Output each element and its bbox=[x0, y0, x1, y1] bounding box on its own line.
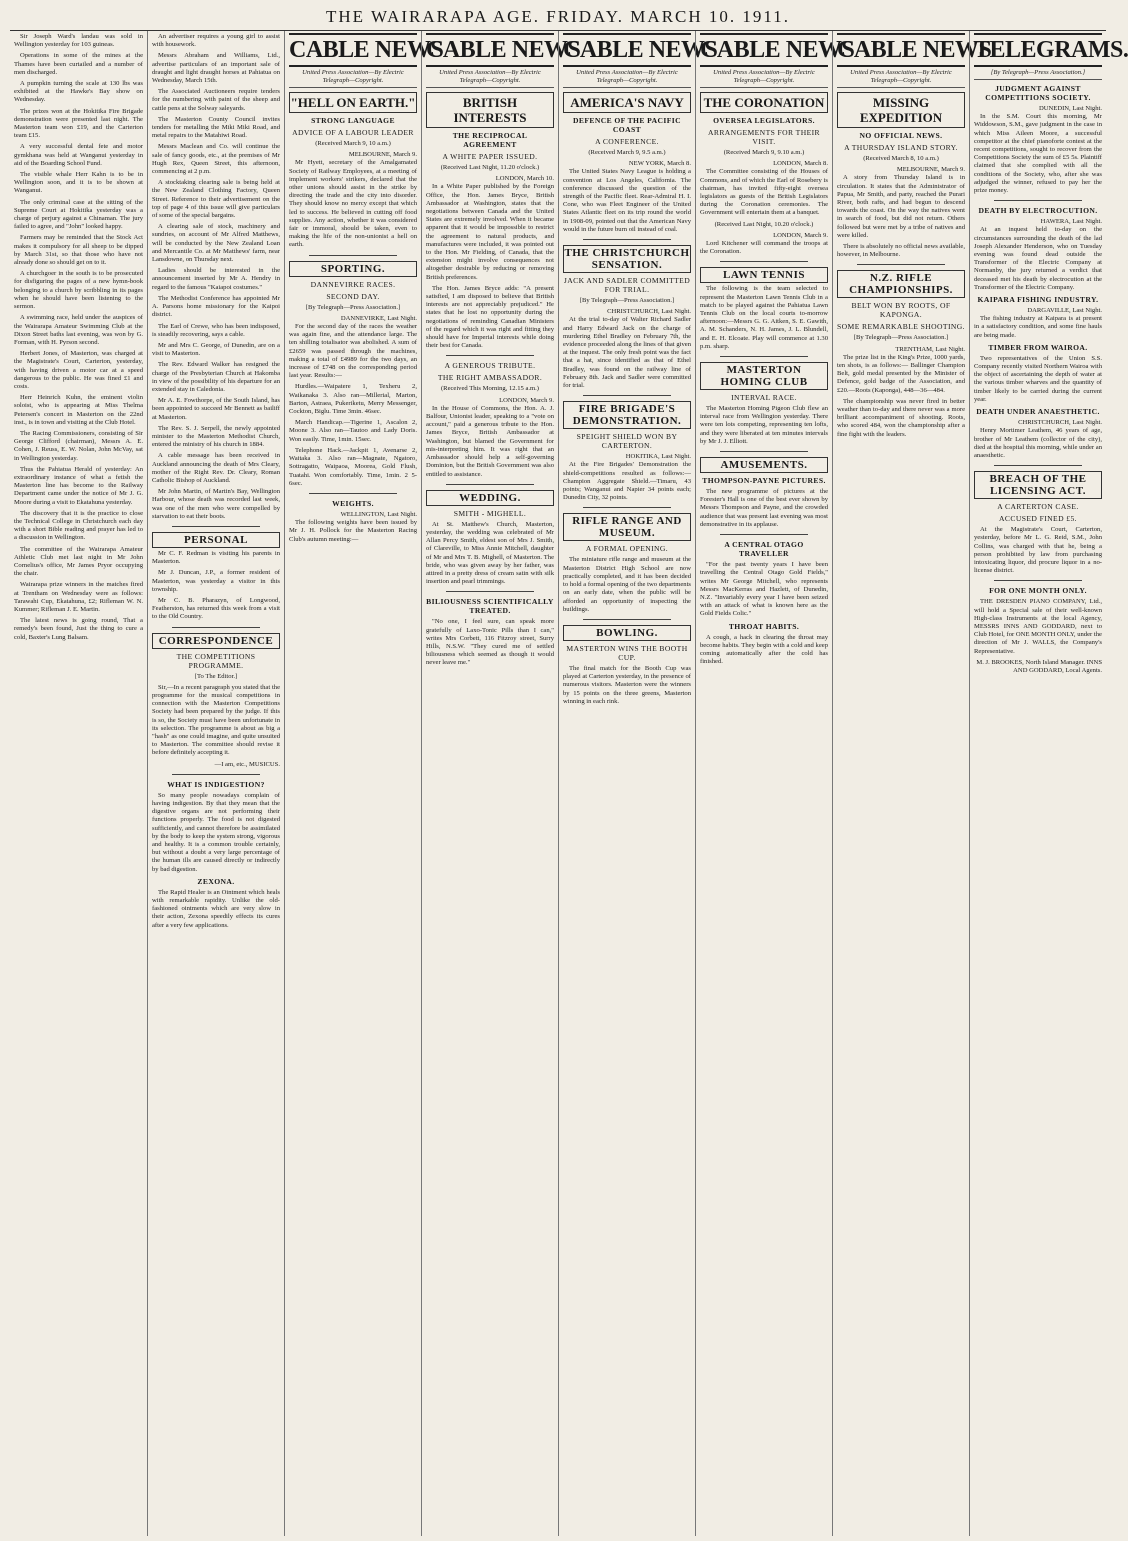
news-paragraph: Wairarapa prize winners in the matches fired at Trentham on Wednesday were as follows: Tarawahi Cup, Ekatahuna, £2; Rifleman W. N. Kummer; Rifleman J. E. Martin. bbox=[14, 581, 143, 613]
divider bbox=[994, 200, 1082, 201]
dateline: LONDON, March 10. bbox=[495, 175, 554, 183]
received-line: (Received March 9, 9.10 a.m.) bbox=[723, 149, 805, 156]
headline-biliousness: BILIOUSNESS SCIENTIFICALLY TREATED. bbox=[426, 597, 554, 616]
article-body: At the trial to-day of Walter Richard Sadler and Harry Edward Jack on the charge of murdering Ethel Bradley on February 7th, the evidence proceeded along the lines of that given at the inquest. The only fresh point was the fact that a hat, since identified as that of Ethel Bradley, was found on the railway line of February 8th. Jack and Sadler were committed for trial. bbox=[563, 316, 691, 390]
article-body: The prize list in the King's Prize, 1000 yards, ten shots, is as follows:— Ballinger Champion Belt, gold medal presented by the Minister of Defence, gold badge of the Association, and £20.—Roots (Kaponga), 448—36—484. bbox=[837, 353, 965, 394]
article-body: Two representatives of the Union S.S. Company recently visited Northern Wairoa with the object of ascertaining the depth of water at the various timber wharves and the quantity of timber likely to be carried during the current year. bbox=[974, 354, 1102, 403]
credit-line: United Press Association—By Electric Telegraph—Copyright. bbox=[837, 69, 965, 88]
news-paragraph: Farmers may be reminded that the Stock Act makes it compulsory for all sheep to be dipped by March 31st, so that those who have not already done so should get on to it. bbox=[14, 234, 143, 267]
columns bbox=[10, 31, 1128, 1536]
article-body: The Hon. James Bryce adds: "A present satisfied, I am disposed to believe that British interests are not appreciably prejudiced." He states that he lost no opportunity during the negotiations of reminding Canadian Ministers of the regard which it was right and fitting they should have for Imperial interests while doing their best for Canada. bbox=[426, 284, 554, 350]
headline: A CENTRAL OTAGO TRAVELLER bbox=[724, 540, 804, 559]
news-paragraph: A stocktaking clearing sale is being held at the New Zealand Clothing Factory, Queen Street. Reference to their advertisement on the top of page 4 of this issue will give particulars of some of the special bargains. bbox=[152, 179, 280, 220]
news-paragraph: Herbert Jones, of Masterton, was charged at the Magistrate's Court, Carterton, yesterday, with having driven a motor car at a speed dangerous to the public. He was fined £1 and costs. bbox=[14, 350, 143, 390]
credit-line: United Press Association—By Electric Telegraph—Copyright. bbox=[700, 69, 828, 88]
news-paragraph: Operations in some of the mines at the Thames have been curtailed and a number of men discharged. bbox=[14, 52, 143, 76]
headline-sporting: SPORTING. bbox=[289, 261, 417, 277]
article-body: The Committee consisting of the Houses of Commons, and of which the Earl of Rosebery is chairman, has invited fifty-eight oversea legislators as guests of the British Legislators during the Coronation ceremonies. The Government will entertain them at a banquet. bbox=[700, 168, 828, 217]
divider bbox=[309, 493, 397, 494]
news-paragraph: Mr C. B. Pharazyn, of Longwood, Featherston, has returned this week from a visit to the Old Country. bbox=[152, 596, 280, 621]
subhead: A WHITE PAPER ISSUED. bbox=[442, 152, 538, 161]
headline: DEATH BY ELECTROCUTION. bbox=[978, 206, 1098, 216]
divider bbox=[309, 255, 397, 256]
article-body: At an inquest held to-day on the circumstances surrounding the death of the lad Joseph Alexander Henderson, who on Tuesday evening was found dead outside the Transformer of the Electric Company at Normanby, the jury returned a verdict that deceased met his death by electrocution at the Transformer of the Electric Company. bbox=[974, 226, 1102, 291]
news-paragraph: Mr C. F. Redman is visiting his parents in Masterton. bbox=[152, 549, 280, 566]
section-banner: TELEGRAMS. bbox=[974, 33, 1102, 67]
divider bbox=[172, 627, 260, 628]
headline-bowling: BOWLING. bbox=[563, 625, 691, 641]
article-body: The Rapid Healer is an Ointment which heals with remarkable rapidity. Unlike the old-fashioned ointments which are very slow in their action, Zexona speedily effects its cures after a very few applications. bbox=[152, 888, 280, 929]
article-body: The championship was never fired in better weather than to-day and there never was a more brilliant accompaniment of shooting. Roots, who scored 484, won the championship after a fine fight with the leaders. bbox=[837, 397, 965, 438]
subhead: DEFENCE OF THE PACIFIC COAST bbox=[572, 116, 682, 134]
article-body: Henry Mortimer Leathem, 46 years of age, brother of Mr Leathem (collector of the city), died at the hospital this morning, while under an anaesthetic. bbox=[974, 427, 1102, 459]
letter-body: Sir,—In a recent paragraph you stated that the programme for the musical competitions in connection with the Masterton Competitions Society had been prepared by the judge. If this is so, the Society must have been unfortunate in its selection. The programme is about as big a "hash" as one could imagine, and quite unsuited to Masterton. The committee should revise it before definitely accepting it. bbox=[152, 683, 280, 757]
byline: [By Telegraph—Press Association.] bbox=[579, 297, 675, 305]
masthead: THE WAIRARAPA AGE. FRIDAY. MARCH 10. 1911. bbox=[10, 4, 1106, 31]
article-body: Mr Hyett, secretary of the Amalgamated Society of Railway Employees, at a meeting of implement workers' strikers, declared that the other unions should assist in the strike by directing the trade and the city into disorder. They should know no mercy except that which led to success. He believed in cutting off food supplies. Any action, whether it was considered fair or immoral, should be taken, even to making the life of the non-unionist a hell on earth. bbox=[289, 159, 417, 249]
article-body: "For the past twenty years I have been travelling the Central Otago Gold Fields," writes Mr George Mitchell, who represents Messrs MacKerras and Hazlett, of Dunedin, N.Z. "Invariably every year I have been seized with an attack of what is known here as the Gold Fields Colic." bbox=[700, 561, 828, 618]
subhead: SPEIGHT SHIELD WON BY CARTERTON. bbox=[576, 432, 678, 451]
subhead: ADVICE OF A LABOUR LEADER bbox=[292, 128, 414, 137]
byline: [By Telegraph—Press Association.] bbox=[853, 334, 949, 342]
subhead: INTERVAL RACE. bbox=[731, 393, 797, 403]
subhead: DANNEVIRKE RACES. bbox=[310, 279, 396, 289]
headline-lawn-tennis: LAWN TENNIS bbox=[700, 267, 828, 283]
column-5 bbox=[558, 31, 718, 1536]
news-paragraph: Mr and Mrs C. George, of Dunedin, are on a visit to Masterton. bbox=[152, 341, 280, 358]
headline: FIRE BRIGADE'S DEMONSTRATION. bbox=[563, 401, 691, 429]
letter-signature: —I am, etc., MUSICUS. bbox=[214, 760, 280, 768]
column-3 bbox=[284, 31, 444, 1536]
divider bbox=[994, 465, 1082, 466]
dateline: DARGAVILLE, Last Night. bbox=[1027, 307, 1102, 315]
dateline: TRENTHAM, Last Night. bbox=[895, 345, 965, 353]
byline: [By Telegraph—Press Association.] bbox=[305, 303, 401, 311]
section-banner: CABLE NEWS bbox=[289, 33, 417, 67]
article-body: At St. Matthew's Church, Masterton, yesterday, the wedding was celebrated of Mr Allan Percy Smith, eldest son of Mrs J. Smith, of Clareville, to Miss Annie Mitchell, daughter of Mr and Mrs T. B. Mighell, of Masterton. The bride, who was given away by her father, was attired in a pretty dress of cream satin with silk insertion and pearl trimmings. bbox=[426, 520, 554, 586]
headline: THE CORONATION bbox=[700, 92, 828, 113]
news-paragraph: Ladies should be interested in the announcement inserted by Mr A. Hendry in regard to the famous "Kaiapoi costumes." bbox=[152, 267, 280, 291]
news-paragraph: A very successful dental fete and motor gymkhana was held at Wanganui yesterday in aid of the Boarding School Fund. bbox=[14, 143, 143, 167]
divider bbox=[720, 261, 808, 262]
credit-line: United Press Association—By Electric Telegraph—Copyright. bbox=[563, 69, 691, 88]
headline-advert: FOR ONE MONTH ONLY. bbox=[989, 586, 1087, 596]
section-banner: CABLE NEWS bbox=[426, 33, 554, 67]
article-body: The final match for the Booth Cup was played at Carterton yesterday, in the presence of numerous visitors. Masterton were the winners by 15 points on the three greens, Masterton winning in each rink. bbox=[563, 664, 691, 705]
article-body: For the second day of the races the weather was again fine, and the attendance large. The ten shilling totalisator was abolished. A sum of £2659 was passed through the machines, making a total of £4989 for the two days, an increase of £748 on the corresponding period last year. Results:— bbox=[289, 323, 417, 380]
news-paragraph: The Masterton County Council invites tenders for metalling the Miki Miki Road, and metal repairs to the Matahiwi Road. bbox=[152, 115, 280, 140]
column-4 bbox=[421, 31, 581, 1536]
news-paragraph: Mr J. Duncan, J.P., a former resident of Masterton, was yesterday a visitor in this township. bbox=[152, 569, 280, 593]
divider bbox=[994, 580, 1082, 581]
received-line: (Received Last Night, 11.20 o'clock.) bbox=[440, 164, 540, 171]
advert-signature: M. J. BROOKES, North Island Manager. INNS AND GODDARD, Local Agents. bbox=[976, 658, 1102, 674]
headline: TIMBER FROM WAIROA. bbox=[988, 342, 1088, 352]
news-paragraph: A swimming race, held under the auspices of the Wairarapa Amateur Swimming Club at the Dixon Street baths last evening, was won by G. Forman, with H. Pyrson second. bbox=[14, 314, 143, 346]
advert-body: THE DRESDEN PIANO COMPANY, Ltd., will hold a Special sale of their well-known High-class Instruments at the local Agency, MESSRS INNS AND GODDARD, next to Club Hotel, for ONE MONTH ONLY, under the direction of Mr J. WALLS, the Company's Representative. bbox=[974, 598, 1102, 655]
news-paragraph: The Rev. S. J. Serpell, the newly appointed minister to the Masterton Methodist Church, entered the ministry of his church in 1884. bbox=[152, 424, 280, 449]
divider bbox=[172, 774, 260, 775]
headline: BREACH OF THE LICENSING ACT. bbox=[974, 471, 1102, 499]
column-6 bbox=[695, 31, 855, 1536]
column-2 bbox=[147, 31, 284, 1536]
news-paragraph: The latest news is going round, That a remedy's been found, Just the thing to cure a cold, Baxter's Lung Balsam. bbox=[14, 617, 143, 641]
news-paragraph: A pumpkin turning the scale at 130 lbs was exhibited at the Hawke's Bay show on Wednesday. bbox=[14, 80, 143, 104]
divider bbox=[583, 507, 671, 508]
subhead: THOMPSON-PAYNE PICTURES. bbox=[702, 476, 826, 486]
headline: JUDGMENT AGAINST COMPETITIONS SOCIETY. bbox=[985, 84, 1091, 102]
headline-amusements: AMUSEMENTS. bbox=[700, 457, 828, 473]
article-body: At the Fire Brigades' Demonstration the shield-competitions resulted as follows:— Champion Aggregate Shield.—Timaru, 43 points; Wanganui and Napier 34 points each; Dunedin City, 32 points. bbox=[563, 461, 691, 502]
headline: MISSING EXPEDITION bbox=[837, 92, 965, 128]
subhead: WEIGHTS. bbox=[332, 498, 374, 508]
article-body: In the House of Commons, the Hon. A. J. Balfour, Unionist leader, speaking to a "vote on account," paid a generous tribute to the Hon. James Bryce, British Ambassador at Washington, but blamed the Government for mis-interpreting him. It was right that an Ambassador should help a self-governing Dominion, but the British Government was also entitled to assistance. bbox=[426, 404, 554, 478]
news-paragraph: The Associated Auctioneers require tenders for the numbering with paint of the sheep and cattle pens at the Solway saleyards. bbox=[152, 88, 280, 112]
article-body: The new programme of pictures at the Forester's Hall is one of the best ever shown by Messrs Thompson and Payne, and the crowded audience that was present last evening was most demonstrative in its applause. bbox=[700, 488, 828, 528]
dateline: MELBOURNE, March 9. bbox=[348, 151, 417, 159]
subhead: STRONG LANGUAGE bbox=[311, 116, 395, 125]
subhead: ACCUSED FINED £5. bbox=[999, 514, 1077, 524]
article-body: In a White Paper published by the Foreign Office, the Hon. James Bryce, British Ambassador at Washington, states that the negotiations between Canada and the United States are extremely involved. When it became apparent that it would be impossible to restrict the agreement to natural products, and manufactures were included, it was pointed out to the Hon. Mr Fielding, of Canada, that the extension might involve consequences not altogether desirable by reducing or removing British preferences. bbox=[426, 183, 554, 281]
article-body: At the Magistrate's Court, Carterton, yesterday, before Mr L. G. Reid, S.M., John Collins, was charged with that he, being a person prohibited by law from purchasing intoxicating liquor, did procure liquor in a no-license district. bbox=[974, 526, 1102, 575]
received-line: (Received March 9, 9.5 a.m.) bbox=[588, 149, 666, 156]
news-paragraph: The Racing Commissioners, consisting of Sir George Clifford (chairman), Messrs A. E. Cohen, J. Reuss, E. W. Nolan, John McVay, sat in Wellington yesterday. bbox=[14, 429, 143, 462]
subhead: SECOND DAY. bbox=[326, 291, 380, 301]
received-line: (Received March 9, 10 a.m.) bbox=[315, 140, 391, 147]
news-paragraph: The committee of the Wairarapa Amateur Athletic Club met last night in Mr John Cornelius's office, Mr James Pryor occupying the chair. bbox=[14, 545, 143, 578]
news-paragraph: Messrs Abraham and Williams, Ltd., advertise particulars of an important sale of draught and light draught horses at Pahiatua on Wednesday, March 15th. bbox=[152, 52, 280, 85]
article-body: In the S.M. Court this morning, Mr Widdowson, S.M., gave judgment in the case in which Miss Aileen Moore, a successful competitor at the chief pianoforte contest at the recent competitions, sought to recover from the Competitions Society the sum of £5 5s. Plaintiff claimed that she complied with all the conditions of the Society, who, after she was adjudged the winner, refused to pay her the prize money. bbox=[974, 113, 1102, 195]
section-banner: CABLE NEWS bbox=[700, 33, 828, 67]
headline-wedding: WEDDING. bbox=[426, 490, 554, 506]
subhead: THE RECIPROCAL AGREEMENT bbox=[452, 131, 528, 149]
subhead: NO OFFICIAL NEWS. bbox=[859, 131, 943, 140]
dateline: LONDON, March 9. bbox=[773, 231, 828, 239]
news-paragraph: The only criminal case at the sitting of the Supreme Court at Hokitika yesterday was a charge of perjury against a Chinaman. The jury failed to agree, and "John" looked happy. bbox=[14, 198, 143, 231]
divider bbox=[720, 356, 808, 357]
headline: DEATH UNDER ANAESTHETIC. bbox=[976, 407, 1100, 417]
received-line: (Received Last Night, 10.20 o'clock.) bbox=[714, 220, 814, 228]
column-1 bbox=[10, 31, 147, 1536]
subhead: MASTERTON WINS THE BOOTH CUP. bbox=[566, 643, 688, 662]
headline: THROAT HABITS. bbox=[728, 621, 800, 631]
subhead: BELT WON BY ROOTS, OF KAPONGA. bbox=[851, 301, 951, 320]
news-paragraph: Mr John Martin, of Martin's Bay, Wellington Harbour, whose death was recorded last week, was one of the men who were compelled by starvation to eat their boots. bbox=[152, 488, 280, 520]
divider bbox=[857, 264, 945, 265]
article-body: "No one, I feel sure, can speak more gratefully of Laxo-Tonic Pills than I can," writes Mrs Corbett, 116 Fitzroy street, Surry Hills, N.S.W. "They cured me of settled biliousness which seemed as though it would never leave me." bbox=[426, 618, 554, 667]
headline-personal: PERSONAL bbox=[152, 532, 280, 548]
news-paragraph: Mr A. E. Fowthorpe, of the South Island, has been appointed to succeed Mr Bennett as bailiff at Masterton. bbox=[152, 397, 280, 421]
headline: "HELL ON EARTH." bbox=[289, 92, 417, 113]
subhead: ARRANGEMENTS FOR THEIR VISIT. bbox=[707, 128, 821, 146]
news-paragraph: A cable message has been received in Auckland announcing the death of Mrs Cleary, mother of the Right Rev. Dr. Cleary, Roman Catholic Bishop of Auckland. bbox=[152, 452, 280, 484]
credit-line: United Press Association—By Electric Telegraph—Copyright. bbox=[426, 69, 554, 88]
dateline: WELLINGTON, Last Night. bbox=[340, 510, 417, 518]
article-body: So many people nowadays complain of having indigestion. By that they mean that the digestive organs are not performing their functions properly. The food is not digested sufficiently, and cannot therefore be assimilated by the body to keep the system strong, vigorous and healthy. It is a common trouble certainly, but without a doubt a very large percentage of the human ills are caused directly or indirectly by bad digestion. bbox=[152, 791, 280, 873]
divider bbox=[720, 534, 808, 535]
subhead: A CONFERENCE. bbox=[595, 137, 659, 146]
headline-indigestion: WHAT IS INDIGESTION? bbox=[167, 779, 265, 789]
article-body: There is absolutely no official news available, however, in Melbourne. bbox=[837, 243, 965, 259]
dateline: HOKITIKA, Last Night. bbox=[625, 453, 691, 461]
news-paragraph: A clearing sale of stock, machinery and sundries, on account of Mr Alfred Matthews, will be conducted by the New Zealand Loan and Mercantile Co. at Mr Matthews' farm, near Lansdowne, on Thursday next. bbox=[152, 223, 280, 264]
article-body: Hurdles.—Waipatere 1, Texheru 2, Waikanaka 3. Also ran—Millerial, Marton, Barton, Astraea, Pukeriketu, Merry Messenger, Cockton, Biglu. Time 3min. 46sec. bbox=[289, 383, 417, 416]
received-line: (Received March 8, 10 a.m.) bbox=[863, 155, 939, 162]
dateline: DUNEDIN, Last Night. bbox=[1039, 105, 1102, 112]
received-line: (Received This Morning, 12.15 a.m.) bbox=[440, 385, 540, 393]
subhead: SOME REMARKABLE SHOOTING. bbox=[837, 322, 965, 332]
dateline: MELBOURNE, March 9. bbox=[896, 166, 965, 174]
subhead: THE RIGHT AMBASSADOR. bbox=[437, 373, 543, 383]
subhead: OVERSEA LEGISLATORS. bbox=[713, 116, 815, 125]
article-body: March Handicap.—Tigerine 1, Ascalon 2, Moone 3. Also ran—Tautoo and Lady Doris. Won easily. Time, 1min. 15sec. bbox=[289, 419, 417, 443]
news-paragraph: Thus the Pahiatua Herald of yesterday: An extraordinary instance of what a fetish the Masterton line has become to the Railway Department came under the notice of Mr J. G. Moore during a visit to Ekatahuna yesterday. bbox=[14, 465, 143, 506]
news-paragraph: The discovery that it is the practice to close the Technical College in Christchurch each day with a short Bible reading and prayer has led to a discussion in Wellington. bbox=[14, 509, 143, 542]
subhead: A FORMAL OPENING. bbox=[585, 544, 669, 554]
subhead: JACK AND SADLER COMMITTED FOR TRIAL. bbox=[563, 276, 691, 295]
dateline: DANNEVIRKE, Last Night. bbox=[340, 314, 417, 322]
news-paragraph: The prizes won at the Hokitika Fire Brigade demonstration were presented last night. The Masterton team won £19, and the Carterton team £15. bbox=[14, 107, 143, 140]
dateline: NEW YORK, March 8. bbox=[628, 160, 691, 168]
divider bbox=[583, 619, 671, 620]
article-body: The United States Navy League is holding a convention at Los Angeles, California. The conference discussed the question of the strength of the Pacific fleet. Rear-Admiral H. I. Cone, who was Fleet Engineer of the United States Atlantic fleet on its trip round the world in 1908-09, pointed out that the American Navy would in the future burn oil instead of coal. bbox=[563, 168, 691, 233]
divider bbox=[172, 526, 260, 527]
headline-zexona: ZEXONA. bbox=[197, 876, 235, 886]
article-body: Telephone Hack.—Jackpit 1, Avenarse 2, Waitaka 3. Also ran—Magnate, Ngatoro, Sottragatto, Waipaoa, Moorea, Gold Flush, Tuatahi. Won comfortably. Time, 1min. 2 5-6sec. bbox=[289, 446, 417, 487]
divider bbox=[583, 239, 671, 240]
column-7 bbox=[832, 31, 992, 1536]
subhead: A GENEROUS TRIBUTE. bbox=[444, 361, 536, 371]
article-body: Lord Kitchener will command the troops at the Coronation. bbox=[700, 240, 828, 256]
section-banner: CABLE NEWS bbox=[563, 33, 691, 67]
headline: BRITISH INTERESTS bbox=[426, 92, 554, 128]
news-paragraph: A churchgoer in the south is to be prosecuted for disfiguring the pages of a new hymn-book belonging to a church by scribbling in its pages when he should have been listening to the sermon. bbox=[14, 270, 143, 311]
headline: THE CHRISTCHURCH SENSATION. bbox=[564, 247, 690, 272]
headline: RIFLE RANGE AND MUSEUM. bbox=[563, 513, 691, 541]
headline-correspondence: CORRESPONDENCE bbox=[152, 633, 280, 649]
article-body: The Masterton Homing Pigeon Club flew an interval race from Wellington yesterday. There were ten lots competing, representing ten lofts, and they were liberated at ten minutes intervals by Mr J. J. Elliott. bbox=[700, 405, 828, 445]
divider bbox=[720, 451, 808, 452]
news-paragraph: Sir Joseph Ward's landau was sold in Wellington yesterday for 103 guineas. bbox=[14, 33, 143, 49]
divider bbox=[583, 395, 671, 396]
subhead: THE COMPETITIONS PROGRAMME. bbox=[176, 651, 256, 670]
dateline: LONDON, March 8. bbox=[773, 160, 828, 168]
news-paragraph: The Methodist Conference has appointed Mr A. Parsons home missionary for the Kaipoi district. bbox=[152, 294, 280, 319]
article-body: The miniature rifle range and museum at the Masterton District High School are now practically completed, and it has been decided to hold a formal opening of the two departments on an early date, when the public will be afforded an opportunity of inspecting the buildings. bbox=[563, 556, 691, 613]
credit-line: United Press Association—By Electric Telegraph—Copyright. bbox=[289, 69, 417, 88]
news-paragraph: Messrs Maclean and Co. will continue the sale of fancy goods, etc., at the premises of Mr Hugh Rex, Queen Street, this afternoon, commencing at 2 p.m. bbox=[152, 143, 280, 176]
divider bbox=[446, 591, 534, 592]
headline: KAIPARA FISHING INDUSTRY. bbox=[977, 295, 1099, 305]
credit-line: [By Telegraph—Press Association.] bbox=[974, 69, 1102, 80]
article-body: The fishing industry at Kaipara is at present in a satisfactory condition, and some fine hauls are being made. bbox=[974, 315, 1102, 339]
dateline: HAWERA, Last Night. bbox=[1040, 218, 1102, 226]
news-paragraph: The Earl of Crewe, who has been indisposed, is steadily recovering, says a cable. bbox=[152, 322, 280, 338]
dateline: CHRISTCHURCH, Last Night. bbox=[1018, 419, 1102, 427]
news-paragraph: The visible whale Herr Kahn is to be in Wellington soon, and it is to be shown at Wanganui. bbox=[14, 171, 143, 195]
news-paragraph: Herr Heinrich Kuhn, the eminent violin soloist, who is appearing at Miss Thelma Petersen's concert in Masterton on the 22nd inst., is in town and visiting at the Club Hotel. bbox=[14, 394, 143, 426]
headline-homing-club: MASTERTON HOMING CLUB bbox=[700, 362, 828, 390]
article-body: A cough, a hack in clearing the throat may become habits. They begin with a cold and keep coming automatically after the cold has finished. bbox=[700, 633, 828, 666]
divider bbox=[446, 484, 534, 485]
column-8 bbox=[969, 31, 1128, 1536]
news-paragraph: The Rev. Edward Walker has resigned the charge of the Presbyterian Church at Hakomba in view of the possibility of his departure for an extended stay in Caledonia. bbox=[152, 361, 280, 393]
subhead: A CARTERTON CASE. bbox=[997, 502, 1079, 512]
dateline: CHRISTCHURCH, Last Night. bbox=[607, 308, 691, 316]
dateline: LONDON, March 9. bbox=[499, 396, 554, 404]
section-banner: CABLE NEWS bbox=[837, 33, 965, 67]
article-body: The following weights have been issued by Mr J. H. Pollock for the Masterton Racing Club's autumn meeting:— bbox=[289, 519, 417, 543]
headline: AMERICA'S NAVY bbox=[563, 92, 691, 113]
divider bbox=[446, 355, 534, 356]
news-paragraph: An advertiser requires a young girl to assist with housework. bbox=[152, 33, 280, 49]
byline: [To The Editor.] bbox=[194, 672, 238, 680]
subhead: A THURSDAY ISLAND STORY. bbox=[844, 143, 958, 152]
headline: N.Z. RIFLE CHAMPIONSHIPS. bbox=[837, 270, 965, 298]
subhead: SMITH - MIGHELL. bbox=[453, 508, 527, 518]
article-body: A story from Thursday Island is in circulation. It states that the Administrator of Papua, Mr Smith, and party, reached the Purari River, both rafts, and had begun to descend towards the coast. On the way the natives went in search of food, but did not return. Others followed but were met by a tribe of natives and were killed. bbox=[837, 174, 965, 239]
article-body: The following is the team selected to represent the Masterton Lawn Tennis Club in a match to be played against the Pahiatua Lawn Tennis Club on the local courts to-morrow afternoon:—Messrs G. G. Aitken, S. E. Gawith, A. M. Schanders, N. H. James, J. L. Blundell, and E. H. Elcoate. Play will commence at 1.30 p.m. sharp. bbox=[700, 285, 828, 350]
